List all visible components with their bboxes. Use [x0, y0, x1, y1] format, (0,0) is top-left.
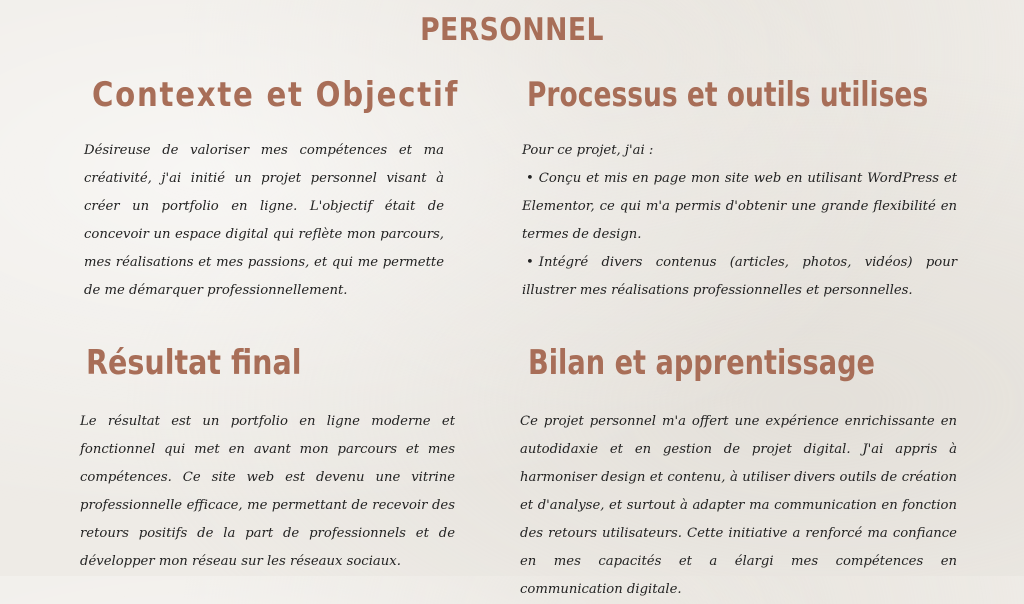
context-heading: Contexte et Objectif	[92, 75, 460, 115]
process-item-text: Conçu et mis en page mon site web en utilisant WordPress et Elementor, ce qui m'a permis d'obtenir une grande flexibilité en termes de design.	[522, 171, 957, 242]
result-paragraph: Le résultat est un portfolio en ligne moderne et fonctionnel qui met en avant mon parcours et mes compétences. Ce site web est devenu une vitrine professionnelle efficace, me permettant de recevoir des retours positifs de la part de professionnels et de développer mon réseau sur les réseaux sociaux.	[80, 414, 455, 569]
process-item-text: Intégré divers contenus (articles, photos, vidéos) pour illustrer mes réalisations professionnelles et personnelles.	[522, 255, 957, 298]
bullet-icon: •	[526, 171, 534, 186]
review-paragraph: Ce projet personnel m'a offert une expérience enrichissante en autodidaxie et en gestion de projet digital. J'ai appris à harmoniser design et contenu, à utiliser divers outils de création et d'analyse, et surtout à adapter ma communication en fonction des retours utilisateurs. Cette initiative a renforcé ma confiance en mes capacités et a élargi mes compétences en communication digitale.	[520, 414, 957, 597]
process-list-item	[522, 165, 957, 249]
result-heading: Résultat final	[86, 343, 302, 383]
process-list-item	[522, 249, 957, 305]
context-paragraph: Désireuse de valoriser mes compétences et ma créativité, j'ai initié un projet personnel visant à créer un portfolio en ligne. L'objectif était de concevoir un espace digital qui reflète mon parcours, mes réalisations et mes passions, et qui me permette de me démarquer professionnellement.	[84, 143, 444, 298]
process-heading: Processus et outils utilises	[527, 75, 929, 115]
page-title: PERSONNEL	[420, 12, 604, 48]
process-intro: Pour ce projet, j'ai :	[522, 143, 654, 158]
bullet-icon: •	[526, 255, 534, 270]
review-heading: Bilan et apprentissage	[528, 343, 875, 383]
process-section	[522, 137, 957, 305]
